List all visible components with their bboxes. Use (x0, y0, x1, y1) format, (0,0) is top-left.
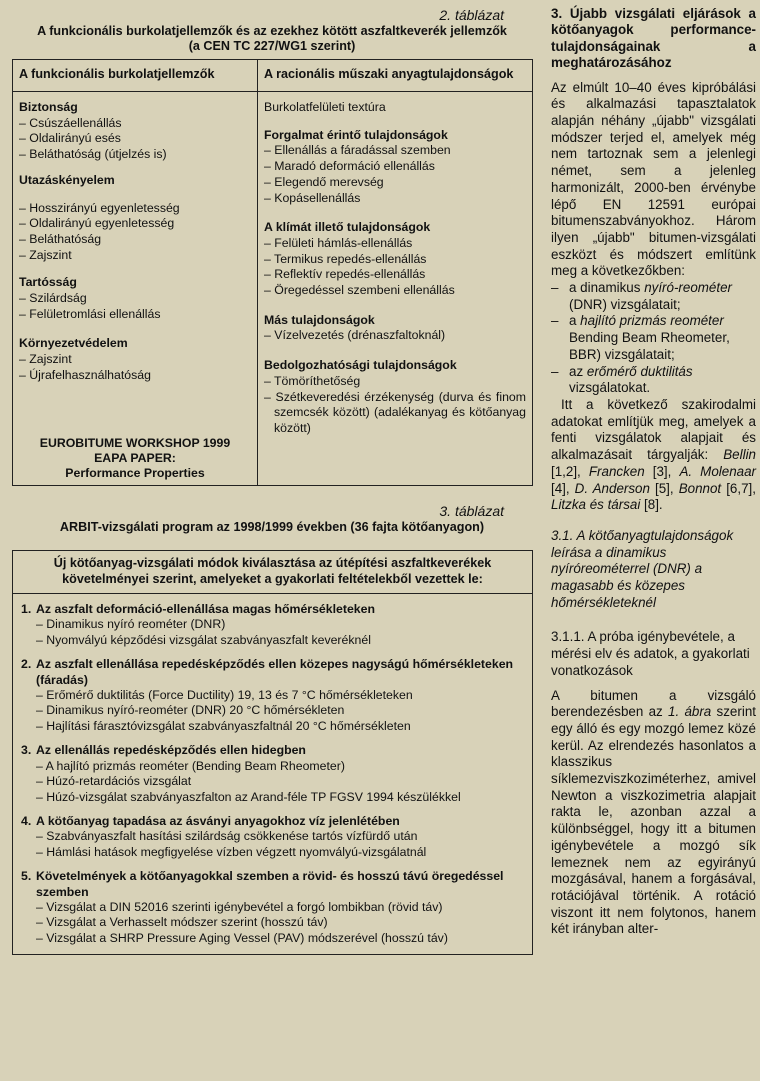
body-text: szerint egy álló és egy mozgó lemez közé kerül. Az elrendezés hasonlatos a klasszikus síklemezviszkoziméterhez, amivel Newton a viszkozimetria alapjait rakta le, azonban azzal a különbséggel, hogy itt a bitumen igénybevétele a mozgó sík lemeznek nem az egyirányú mozgásával, hanem a forgásával, rotációjával történik. A rotáció viszont itt nem folytonos, hanem két irányban alter- (551, 704, 756, 937)
left-group-item: – Oldalirányú egyenletesség (19, 216, 251, 232)
left-group-item: – Zajszint (19, 248, 251, 264)
table3-section (21, 814, 526, 860)
left-column (8, 6, 536, 955)
footer-line: EAPA PAPER: (94, 450, 176, 465)
table3-body (13, 594, 532, 954)
ref-number: [5], (649, 480, 679, 496)
ref-author: Bonnot (678, 480, 722, 496)
right-group-item: – Termikus repedés-ellenállás (264, 252, 526, 268)
section-item: – Vizsgálat a DIN 52016 szerinti igénybevétel a forgó lombikban (rövid táv) (21, 900, 526, 915)
right-group-title: Bedolgozhatósági tulajdonságok (264, 358, 457, 373)
left-group-item: – Beláthatóság (19, 232, 251, 248)
subsubsection-heading: 3.1.1. A próba igénybevétele, a mérési elv és adatok, a gyakorlati vonatkozások (551, 629, 750, 678)
right-group-item: – Kopásellenállás (264, 191, 526, 207)
table2-title-line2: (a CEN TC 227/WG1 szerint) (188, 38, 356, 53)
left-group-title: Biztonság (19, 100, 78, 114)
section-number: 3. (21, 743, 32, 758)
right-group-item: – Felületi hámlás-ellenállás (264, 236, 526, 252)
footer-line: Performance Properties (65, 465, 205, 480)
table2-right-cell (258, 92, 533, 486)
left-group-item: – Szilárdság (19, 291, 251, 307)
section-title (21, 602, 526, 617)
left-group-item: – Felületromlási ellenállás (19, 307, 251, 323)
list-text: vizsgálatokat. (569, 380, 651, 396)
body-text: A bitumen a vizsgáló berendezésben az (551, 687, 756, 720)
section-number: 2. (21, 657, 32, 672)
paragraph-intro: Az elmúlt 10–40 éves kipróbálási és alkalmazási tapasztalatok alapján néhány „újabb" vizsgálati módszer terjed el, amelyek még nem tartoznak sem a jelenlegi német, sem a jelenleg harmonizált, 2000-ben érvénybe lépő EN 12591 európai bitumenszabványokhoz. Három ilyen „újabb" bitumen-vizsgálati eszközt és módszert említünk meg a következőkben: (551, 79, 756, 279)
right-group-title: A klímát illető tulajdonságok (264, 220, 431, 235)
list-item (551, 313, 756, 363)
left-group-title: Utazáskényelem (19, 172, 115, 187)
list-text: az (569, 363, 587, 379)
section-heading: 3. Újabb vizsgálati eljárások a kötőanyagok performance-tulajdonságainak a meghatározásához (551, 6, 756, 71)
section-title (21, 743, 526, 758)
ref-intro: Itt a következő szakirodalmi adatokat említjük meg, amelyek a fenti vizsgálatok alapjait és alkalmazásait tárgyalják: (551, 396, 756, 463)
table2-title-line1: A funkcionális burkolatjellemzők és az ezekhez kötött aszfaltkeverék jellemzők (37, 24, 507, 38)
section-number: 4. (21, 813, 32, 828)
table3-title: ARBIT-vizsgálati program az 1998/1999 években (36 fajta kötőanyagon) (59, 519, 485, 534)
right-group-item: – Ellenállás a fáradással szemben (264, 143, 526, 159)
left-group-item: – Hosszirányú egyenletesség (19, 201, 251, 217)
right-group-item: – Vízelvezetés (drénaszfaltoknál) (264, 328, 526, 344)
table2 (12, 59, 533, 486)
list-text: Bending Beam Rheometer, BBR) vizsgálatait; (569, 330, 730, 362)
table2-right-header: A racionális műszaki anyagtulajdonságok (258, 60, 533, 92)
table2-number: 2. táblázat (439, 7, 504, 23)
ref-author: A. Molenaar (679, 463, 757, 479)
subsection-heading: 3.1. A kötőanyagtulajdonságok leírása a dinamikus nyíróreométerrel (DNR) a magasabb és közepes hőmérsékleteknél (551, 527, 734, 610)
section-title-text: Követelmények a kötőanyagokkal szemben a rövid- és hosszú távú öregedéssel szemben (36, 869, 504, 899)
list-text: a (569, 313, 581, 329)
figure-ref: 1. ábra (668, 704, 712, 720)
list-text: a dinamikus (569, 280, 645, 296)
section-item: – Vizsgálat a SHRP Pressure Aging Vessel (PAV) módszerével (hosszú táv) (21, 931, 526, 946)
section-item: – Szabványaszfalt hasítási szilárdság csökkenése tartós vízfürdő után (21, 829, 526, 844)
right-group-item: – Reflektív repedés-ellenállás (264, 267, 526, 283)
section-number: 1. (21, 602, 32, 617)
left-group-item: – Csúszáellenállás (19, 116, 251, 132)
ref-author: D. Anderson (574, 480, 650, 496)
left-group-item: – Beláthatóság (útjelzés is) (19, 147, 251, 163)
right-group-item: – Maradó deformáció ellenállás (264, 159, 526, 175)
right-column (551, 6, 756, 938)
ref-number: [6,7], (721, 480, 756, 496)
left-group-item: – Újrafelhasználhatóság (19, 368, 251, 384)
list-italic: hajlító prizmás reométer (580, 313, 724, 329)
table3-section (21, 743, 526, 805)
table3-section (21, 657, 526, 734)
left-group-title: Tartósság (19, 275, 77, 290)
section-item: – Dinamikus nyíró reométer (DNR) (21, 617, 526, 632)
section-item: – Dinamikus nyíró-reométer (DNR) 20 °C hőmérsékleten (21, 703, 526, 718)
ref-author: Francken (588, 463, 645, 479)
ref-number: [1,2], (551, 463, 589, 479)
table3-section (21, 602, 526, 648)
ref-number: [8]. (640, 497, 663, 513)
section-title-text: Az aszfalt deformáció-ellenállása magas hőmérsékleteken (36, 602, 375, 617)
table3-section (21, 869, 526, 946)
right-group-title: Burkolatfelületi textúra (264, 100, 386, 114)
section-item: – Vizsgálat a Verhasselt módszer szerint (hosszú táv) (21, 915, 526, 930)
section-title-text: Az ellenállás repedésképződés ellen hidegben (36, 743, 306, 758)
list-text: (DNR) vizsgálatait; (569, 296, 681, 312)
paragraph-body (551, 688, 756, 939)
section-title (21, 657, 526, 688)
footer-line: EUROBITUME WORKSHOP 1999 (39, 435, 231, 450)
ref-number: [3], (644, 463, 680, 479)
list-italic: nyíró-reométer (644, 280, 732, 296)
ref-author: Litzka és társai (551, 497, 641, 513)
table3-box (12, 550, 533, 955)
left-group-item: – Zajszint (19, 352, 251, 368)
section-item: – Hajlítási fárasztóvizsgálat szabványaszfaltnál 20 °C hőmérsékleten (21, 719, 526, 734)
right-group-item: – Szétkeveredési érzékenység (durva és finom szemcsék között) (adalékanyag és kötőanyag között) (264, 390, 526, 437)
right-group-item: – Öregedéssel szembeni ellenállás (264, 283, 526, 299)
left-group-item: – Oldalirányú esés (19, 131, 251, 147)
table2-left-cell (13, 92, 258, 486)
right-group-title: Más tulajdonságok (264, 312, 375, 327)
table2-left-header: A funkcionális burkolatjellemzők (13, 60, 258, 92)
ref-number: [4], (551, 480, 575, 496)
list-item (551, 280, 756, 313)
section-item: – Húzó-vizsgálat szabványaszfalton az Arand-féle TP FGSV 1994 készülékkel (21, 790, 526, 805)
section-title (21, 814, 526, 829)
section-title-text: Az aszfalt ellenállása repedésképződés ellen közepes nagyságú hőmérsékleteken (fáradás) (36, 657, 514, 687)
section-item: – Erőmérő duktilitás (Force Ductility) 19, 13 és 7 °C hőmérsékleteken (21, 688, 526, 703)
section-item: – Hámlási hatások megfigyelése vízben végzett nyomvályú-vizsgálatnál (21, 845, 526, 860)
list-item (551, 364, 756, 397)
table2-footer (19, 436, 251, 481)
section-item: – Húzó-retardációs vizsgálat (21, 774, 526, 789)
paragraph-references (551, 397, 756, 514)
table3-header: Új kötőanyag-vizsgálati módok kiválasztása az útépítési aszfaltkeverékek követelményei szerint, amelyeket a gyakorlati feltételekből vezettek le: (13, 551, 532, 594)
section-item: – A hajlító prizmás reométer (Bending Beam Rheometer) (21, 759, 526, 774)
section-number: 5. (21, 869, 32, 884)
list-italic: erőmérő duktilitás (586, 363, 693, 379)
left-group-title: Környezetvédelem (19, 336, 128, 351)
right-group-item: – Elegendő merevség (264, 175, 526, 191)
right-group-title: Forgalmat érintő tulajdonságok (264, 127, 448, 142)
table3-number: 3. táblázat (439, 502, 504, 519)
section-item: – Nyomvályú képződési vizsgálat szabványaszfalt keveréknél (21, 633, 526, 648)
right-group-item: – Tömöríthetőség (264, 374, 526, 390)
section-title (21, 869, 526, 900)
ref-author: Bellin (723, 447, 756, 463)
section-title-text: A kötőanyag tapadása az ásványi anyagokhoz víz jelenlétében (36, 813, 400, 828)
